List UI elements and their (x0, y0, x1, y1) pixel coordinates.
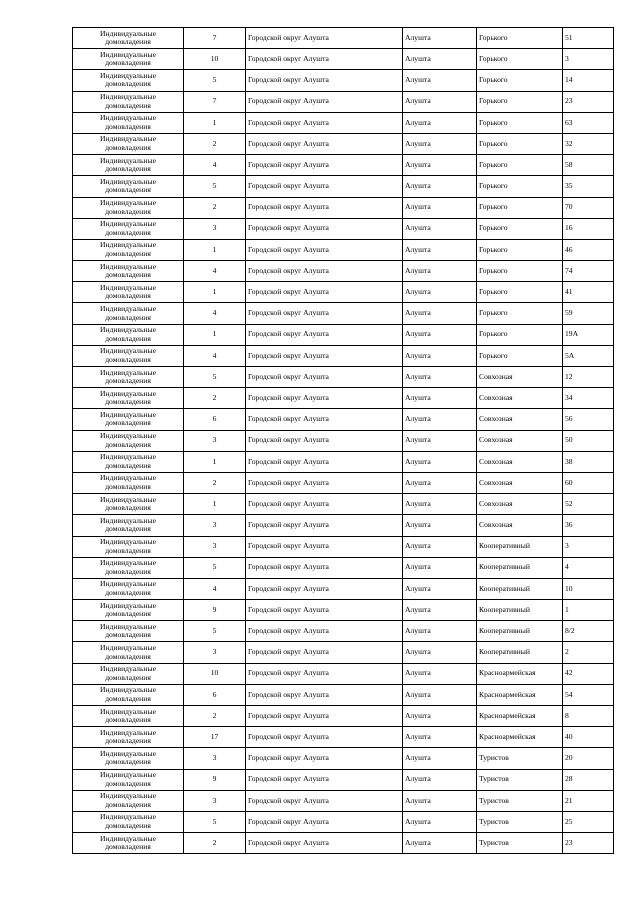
count-cell: 2 (184, 133, 246, 154)
municipality-cell: Городской округ Алушта (246, 621, 403, 642)
city-cell: Алушта (403, 91, 477, 112)
count-cell: 10 (184, 49, 246, 70)
object-type-cell: Индивидуальные домовладения (73, 811, 184, 832)
municipality-cell: Городской округ Алушта (246, 811, 403, 832)
street-cell: Туристов (477, 790, 563, 811)
street-cell: Красноармейская (477, 663, 563, 684)
house-number-cell: 35 (563, 176, 614, 197)
municipality-cell: Городской округ Алушта (246, 706, 403, 727)
municipality-cell: Городской округ Алушта (246, 515, 403, 536)
table-row (73, 133, 614, 154)
street-cell: Горького (477, 218, 563, 239)
house-number-cell: 34 (563, 388, 614, 409)
street-cell: Горького (477, 345, 563, 366)
table-row (73, 49, 614, 70)
count-cell: 2 (184, 472, 246, 493)
object-type-cell: Индивидуальные домовладения (73, 282, 184, 303)
house-number-cell: 5А (563, 345, 614, 366)
count-cell: 4 (184, 303, 246, 324)
city-cell: Алушта (403, 112, 477, 133)
table-row (73, 176, 614, 197)
object-type-cell: Индивидуальные домовладения (73, 727, 184, 748)
city-cell: Алушта (403, 536, 477, 557)
count-cell: 3 (184, 515, 246, 536)
house-number-cell: 23 (563, 833, 614, 854)
city-cell: Алушта (403, 239, 477, 260)
municipality-cell: Городской округ Алушта (246, 684, 403, 705)
municipality-cell: Городской округ Алушта (246, 494, 403, 515)
city-cell: Алушта (403, 663, 477, 684)
count-cell: 3 (184, 790, 246, 811)
count-cell: 2 (184, 833, 246, 854)
street-cell: Кооперативный (477, 536, 563, 557)
house-number-cell: 51 (563, 28, 614, 49)
object-type-cell: Индивидуальные домовладения (73, 557, 184, 578)
table-row (73, 536, 614, 557)
house-number-cell: 14 (563, 70, 614, 91)
house-number-cell: 2 (563, 642, 614, 663)
house-number-cell: 63 (563, 112, 614, 133)
house-number-cell: 46 (563, 239, 614, 260)
table-row (73, 112, 614, 133)
table-row (73, 494, 614, 515)
house-number-cell: 36 (563, 515, 614, 536)
table-row (73, 472, 614, 493)
count-cell: 10 (184, 663, 246, 684)
object-type-cell: Индивидуальные домовладения (73, 600, 184, 621)
city-cell: Алушта (403, 515, 477, 536)
count-cell: 4 (184, 345, 246, 366)
object-type-cell: Индивидуальные домовладения (73, 430, 184, 451)
city-cell: Алушта (403, 769, 477, 790)
city-cell: Алушта (403, 811, 477, 832)
street-cell: Кооперативный (477, 578, 563, 599)
municipality-cell: Городской округ Алушта (246, 28, 403, 49)
municipality-cell: Городской округ Алушта (246, 282, 403, 303)
city-cell: Алушта (403, 367, 477, 388)
municipality-cell: Городской округ Алушта (246, 49, 403, 70)
object-type-cell: Индивидуальные домовладения (73, 303, 184, 324)
house-number-cell: 28 (563, 769, 614, 790)
street-cell: Горького (477, 176, 563, 197)
street-cell: Красноармейская (477, 706, 563, 727)
city-cell: Алушта (403, 790, 477, 811)
object-type-cell: Индивидуальные домовладения (73, 91, 184, 112)
table-row (73, 811, 614, 832)
count-cell: 5 (184, 557, 246, 578)
city-cell: Алушта (403, 684, 477, 705)
municipality-cell: Городской округ Алушта (246, 790, 403, 811)
city-cell: Алушта (403, 133, 477, 154)
object-type-cell: Индивидуальные домовладения (73, 663, 184, 684)
count-cell: 1 (184, 239, 246, 260)
count-cell: 5 (184, 367, 246, 388)
house-number-cell: 74 (563, 261, 614, 282)
street-cell: Кооперативный (477, 642, 563, 663)
object-type-cell: Индивидуальные домовладения (73, 112, 184, 133)
house-number-cell: 16 (563, 218, 614, 239)
municipality-cell: Городской округ Алушта (246, 409, 403, 430)
object-type-cell: Индивидуальные домовладения (73, 536, 184, 557)
object-type-cell: Индивидуальные домовладения (73, 388, 184, 409)
street-cell: Кооперативный (477, 621, 563, 642)
count-cell: 3 (184, 642, 246, 663)
object-type-cell: Индивидуальные домовладения (73, 515, 184, 536)
street-cell: Туристов (477, 769, 563, 790)
count-cell: 5 (184, 621, 246, 642)
house-number-cell: 8/2 (563, 621, 614, 642)
city-cell: Алушта (403, 28, 477, 49)
table-row (73, 409, 614, 430)
object-type-cell: Индивидуальные домовладения (73, 176, 184, 197)
city-cell: Алушта (403, 727, 477, 748)
object-type-cell: Индивидуальные домовладения (73, 155, 184, 176)
object-type-cell: Индивидуальные домовладения (73, 261, 184, 282)
city-cell: Алушта (403, 494, 477, 515)
table-row (73, 345, 614, 366)
street-cell: Горького (477, 197, 563, 218)
house-number-cell: 20 (563, 748, 614, 769)
municipality-cell: Городской округ Алушта (246, 133, 403, 154)
street-cell: Совхозная (477, 472, 563, 493)
street-cell: Горького (477, 49, 563, 70)
table-row (73, 748, 614, 769)
house-number-cell: 25 (563, 811, 614, 832)
street-cell: Совхозная (477, 451, 563, 472)
municipality-cell: Городской округ Алушта (246, 557, 403, 578)
street-cell: Совхозная (477, 409, 563, 430)
table-row (73, 261, 614, 282)
object-type-cell: Индивидуальные домовладения (73, 218, 184, 239)
house-number-cell: 23 (563, 91, 614, 112)
table-row (73, 663, 614, 684)
city-cell: Алушта (403, 642, 477, 663)
street-cell: Горького (477, 155, 563, 176)
object-type-cell: Индивидуальные домовладения (73, 28, 184, 49)
city-cell: Алушта (403, 303, 477, 324)
object-type-cell: Индивидуальные домовладения (73, 133, 184, 154)
house-number-cell: 70 (563, 197, 614, 218)
count-cell: 2 (184, 388, 246, 409)
object-type-cell: Индивидуальные домовладения (73, 706, 184, 727)
municipality-cell: Городской округ Алушта (246, 833, 403, 854)
street-cell: Горького (477, 91, 563, 112)
house-number-cell: 56 (563, 409, 614, 430)
municipality-cell: Городской округ Алушта (246, 472, 403, 493)
object-type-cell: Индивидуальные домовладения (73, 494, 184, 515)
object-type-cell: Индивидуальные домовладения (73, 451, 184, 472)
municipality-cell: Городской округ Алушта (246, 748, 403, 769)
count-cell: 7 (184, 28, 246, 49)
count-cell: 6 (184, 684, 246, 705)
street-cell: Красноармейская (477, 727, 563, 748)
count-cell: 2 (184, 197, 246, 218)
table-body (73, 28, 614, 854)
city-cell: Алушта (403, 324, 477, 345)
street-cell: Горького (477, 282, 563, 303)
count-cell: 5 (184, 70, 246, 91)
municipality-cell: Городской округ Алушта (246, 112, 403, 133)
table-row (73, 28, 614, 49)
street-cell: Горького (477, 70, 563, 91)
table-row (73, 600, 614, 621)
house-number-cell: 3 (563, 536, 614, 557)
table-row (73, 642, 614, 663)
municipality-cell: Городской округ Алушта (246, 727, 403, 748)
city-cell: Алушта (403, 261, 477, 282)
table-row (73, 578, 614, 599)
table-row (73, 621, 614, 642)
count-cell: 3 (184, 430, 246, 451)
table-row (73, 70, 614, 91)
table-row (73, 684, 614, 705)
count-cell: 5 (184, 811, 246, 832)
street-cell: Туристов (477, 748, 563, 769)
table-row (73, 282, 614, 303)
count-cell: 4 (184, 261, 246, 282)
table-row (73, 218, 614, 239)
table-row (73, 197, 614, 218)
street-cell: Кооперативный (477, 557, 563, 578)
street-cell: Горького (477, 133, 563, 154)
city-cell: Алушта (403, 49, 477, 70)
object-type-cell: Индивидуальные домовладения (73, 324, 184, 345)
count-cell: 9 (184, 600, 246, 621)
object-type-cell: Индивидуальные домовладения (73, 769, 184, 790)
municipality-cell: Городской округ Алушта (246, 324, 403, 345)
table-row (73, 515, 614, 536)
municipality-cell: Городской округ Алушта (246, 642, 403, 663)
house-number-cell: 8 (563, 706, 614, 727)
municipality-cell: Городской округ Алушта (246, 218, 403, 239)
object-type-cell: Индивидуальные домовладения (73, 49, 184, 70)
municipality-cell: Городской округ Алушта (246, 303, 403, 324)
city-cell: Алушта (403, 388, 477, 409)
municipality-cell: Городской округ Алушта (246, 155, 403, 176)
municipality-cell: Городской округ Алушта (246, 239, 403, 260)
street-cell: Горького (477, 303, 563, 324)
object-type-cell: Индивидуальные домовладения (73, 70, 184, 91)
street-cell: Совхозная (477, 388, 563, 409)
city-cell: Алушта (403, 345, 477, 366)
street-cell: Горького (477, 261, 563, 282)
municipality-cell: Городской округ Алушта (246, 261, 403, 282)
city-cell: Алушта (403, 472, 477, 493)
municipality-cell: Городской округ Алушта (246, 70, 403, 91)
city-cell: Алушта (403, 833, 477, 854)
street-cell: Горького (477, 28, 563, 49)
house-number-cell: 60 (563, 472, 614, 493)
municipality-cell: Городской округ Алушта (246, 197, 403, 218)
object-type-cell: Индивидуальные домовладения (73, 684, 184, 705)
count-cell: 1 (184, 324, 246, 345)
table-row (73, 451, 614, 472)
house-number-cell: 40 (563, 727, 614, 748)
object-type-cell: Индивидуальные домовладения (73, 833, 184, 854)
count-cell: 1 (184, 451, 246, 472)
table-row (73, 324, 614, 345)
count-cell: 5 (184, 176, 246, 197)
street-cell: Совхозная (477, 515, 563, 536)
street-cell: Горького (477, 239, 563, 260)
city-cell: Алушта (403, 557, 477, 578)
city-cell: Алушта (403, 176, 477, 197)
table-row (73, 769, 614, 790)
table-row (73, 388, 614, 409)
table-row (73, 706, 614, 727)
street-cell: Совхозная (477, 494, 563, 515)
object-type-cell: Индивидуальные домовладения (73, 790, 184, 811)
municipality-cell: Городской округ Алушта (246, 176, 403, 197)
street-cell: Горького (477, 324, 563, 345)
city-cell: Алушта (403, 706, 477, 727)
house-number-cell: 1 (563, 600, 614, 621)
table-row (73, 727, 614, 748)
city-cell: Алушта (403, 621, 477, 642)
city-cell: Алушта (403, 451, 477, 472)
count-cell: 7 (184, 91, 246, 112)
city-cell: Алушта (403, 409, 477, 430)
count-cell: 4 (184, 578, 246, 599)
house-number-cell: 12 (563, 367, 614, 388)
municipality-cell: Городской округ Алушта (246, 388, 403, 409)
table-row (73, 430, 614, 451)
table-row (73, 790, 614, 811)
house-number-cell: 4 (563, 557, 614, 578)
object-type-cell: Индивидуальные домовладения (73, 345, 184, 366)
city-cell: Алушта (403, 430, 477, 451)
city-cell: Алушта (403, 748, 477, 769)
object-type-cell: Индивидуальные домовладения (73, 578, 184, 599)
city-cell: Алушта (403, 600, 477, 621)
house-number-cell: 3 (563, 49, 614, 70)
municipality-cell: Городской округ Алушта (246, 91, 403, 112)
house-number-cell: 19А (563, 324, 614, 345)
count-cell: 4 (184, 155, 246, 176)
table-row (73, 155, 614, 176)
house-number-cell: 42 (563, 663, 614, 684)
street-cell: Туристов (477, 833, 563, 854)
object-type-cell: Индивидуальные домовладения (73, 642, 184, 663)
count-cell: 1 (184, 282, 246, 303)
count-cell: 1 (184, 112, 246, 133)
city-cell: Алушта (403, 578, 477, 599)
table-row (73, 303, 614, 324)
city-cell: Алушта (403, 218, 477, 239)
count-cell: 3 (184, 218, 246, 239)
house-number-cell: 41 (563, 282, 614, 303)
count-cell: 3 (184, 748, 246, 769)
table-row (73, 557, 614, 578)
house-number-cell: 38 (563, 451, 614, 472)
municipality-cell: Городской округ Алушта (246, 345, 403, 366)
city-cell: Алушта (403, 282, 477, 303)
count-cell: 2 (184, 706, 246, 727)
object-type-cell: Индивидуальные домовладения (73, 239, 184, 260)
house-number-cell: 32 (563, 133, 614, 154)
count-cell: 6 (184, 409, 246, 430)
municipality-cell: Городской округ Алушта (246, 536, 403, 557)
street-cell: Совхозная (477, 430, 563, 451)
house-number-cell: 54 (563, 684, 614, 705)
count-cell: 9 (184, 769, 246, 790)
street-cell: Кооперативный (477, 600, 563, 621)
object-type-cell: Индивидуальные домовладения (73, 367, 184, 388)
municipality-cell: Городской округ Алушта (246, 663, 403, 684)
object-type-cell: Индивидуальные домовладения (73, 748, 184, 769)
table-row (73, 833, 614, 854)
object-type-cell: Индивидуальные домовладения (73, 621, 184, 642)
object-type-cell: Индивидуальные домовладения (73, 472, 184, 493)
street-cell: Горького (477, 112, 563, 133)
street-cell: Красноармейская (477, 684, 563, 705)
house-number-cell: 58 (563, 155, 614, 176)
municipality-cell: Городской округ Алушта (246, 578, 403, 599)
house-number-cell: 59 (563, 303, 614, 324)
table-row (73, 91, 614, 112)
count-cell: 17 (184, 727, 246, 748)
city-cell: Алушта (403, 70, 477, 91)
city-cell: Алушта (403, 155, 477, 176)
city-cell: Алушта (403, 197, 477, 218)
municipality-cell: Городской округ Алушта (246, 769, 403, 790)
count-cell: 1 (184, 494, 246, 515)
house-number-cell: 52 (563, 494, 614, 515)
object-type-cell: Индивидуальные домовладения (73, 197, 184, 218)
house-number-cell: 21 (563, 790, 614, 811)
object-type-cell: Индивидуальные домовладения (73, 409, 184, 430)
house-number-cell: 50 (563, 430, 614, 451)
municipality-cell: Городской округ Алушта (246, 451, 403, 472)
street-cell: Совхозная (477, 367, 563, 388)
municipality-cell: Городской округ Алушта (246, 430, 403, 451)
municipality-cell: Городской округ Алушта (246, 367, 403, 388)
table-row (73, 239, 614, 260)
house-number-cell: 10 (563, 578, 614, 599)
street-cell: Туристов (477, 811, 563, 832)
count-cell: 3 (184, 536, 246, 557)
table-row (73, 367, 614, 388)
municipality-cell: Городской округ Алушта (246, 600, 403, 621)
housing-register-table (72, 27, 614, 854)
